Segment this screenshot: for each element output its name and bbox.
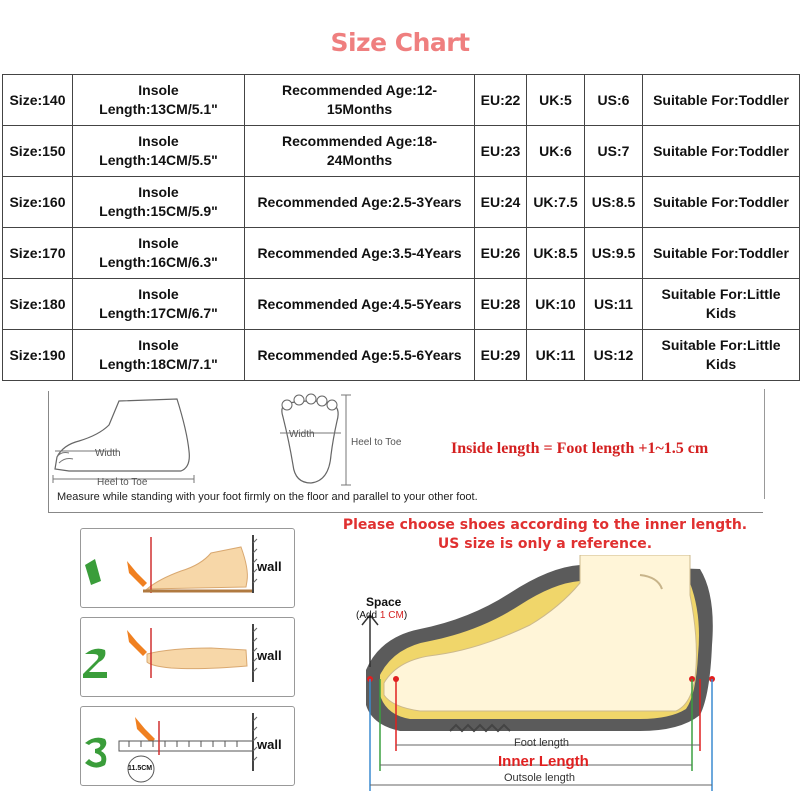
side-foot-icon bbox=[55, 399, 189, 471]
table-cell-eu: EU:22 bbox=[475, 75, 527, 126]
space-label: Space bbox=[366, 595, 402, 609]
step-1-box bbox=[80, 528, 295, 608]
table-cell-eu: EU:29 bbox=[475, 330, 527, 381]
table-cell-size: Size:190 bbox=[3, 330, 73, 381]
table-cell-us: US:12 bbox=[585, 330, 643, 381]
step-1-wall-label: wall bbox=[257, 559, 282, 574]
table-cell-uk: UK:8.5 bbox=[527, 228, 585, 279]
table-cell-uk: UK:10 bbox=[527, 279, 585, 330]
table-cell-us: US:9.5 bbox=[585, 228, 643, 279]
table-cell-suitable: Suitable For:Little Kids bbox=[643, 330, 800, 381]
top-heel-to-toe-label: Heel to Toe bbox=[351, 437, 402, 448]
table-cell-age: Recommended Age:4.5-5Years bbox=[245, 279, 475, 330]
table-cell-uk: UK:6 bbox=[527, 126, 585, 177]
table-cell-suitable: Suitable For:Toddler bbox=[643, 177, 800, 228]
table-cell-insole: Insole Length:15CM/5.9" bbox=[73, 177, 245, 228]
table-cell-insole: Insole Length:17CM/6.7" bbox=[73, 279, 245, 330]
size-chart-table bbox=[2, 74, 800, 381]
table-cell-eu: EU:26 bbox=[475, 228, 527, 279]
measure-caption: Measure while standing with your foot firmly on the floor and parallel to your other foot. bbox=[57, 491, 478, 503]
space-add-note: (Add 1 CM) bbox=[356, 610, 408, 621]
table-cell-us: US:11 bbox=[585, 279, 643, 330]
table-cell-insole: Insole Length:13CM/5.1" bbox=[73, 75, 245, 126]
foot-length-label: Foot length bbox=[514, 737, 570, 749]
step-2-box bbox=[80, 617, 295, 697]
table-cell-uk: UK:5 bbox=[527, 75, 585, 126]
table-cell-suitable: Suitable For:Toddler bbox=[643, 75, 800, 126]
outsole-length-label: Outsole length bbox=[504, 772, 575, 784]
table-cell-us: US:7 bbox=[585, 126, 643, 177]
table-cell-us: US:6 bbox=[585, 75, 643, 126]
table-row bbox=[3, 177, 800, 228]
table-cell-suitable: Suitable For:Toddler bbox=[643, 228, 800, 279]
table-cell-size: Size:150 bbox=[3, 126, 73, 177]
table-row bbox=[3, 75, 800, 126]
step-2-wall-label: wall bbox=[257, 648, 282, 663]
page-title: Size Chart bbox=[330, 28, 470, 57]
table-cell-eu: EU:23 bbox=[475, 126, 527, 177]
table-cell-age: Recommended Age:18- 24Months bbox=[245, 126, 475, 177]
table-cell-eu: EU:24 bbox=[475, 177, 527, 228]
side-heel-to-toe-label: Heel to Toe bbox=[97, 477, 148, 488]
table-cell-age: Recommended Age:2.5-3Years bbox=[245, 177, 475, 228]
table-cell-us: US:8.5 bbox=[585, 177, 643, 228]
side-width-label: Width bbox=[95, 448, 121, 459]
table-cell-age: Recommended Age:5.5-6Years bbox=[245, 330, 475, 381]
table-row bbox=[3, 126, 800, 177]
top-width-label: Width bbox=[289, 429, 315, 440]
table-cell-size: Size:170 bbox=[3, 228, 73, 279]
instruction-line-1: Please choose shoes according to the inner length. bbox=[342, 517, 748, 533]
table-cell-size: Size:180 bbox=[3, 279, 73, 330]
step-3-measure-label: 11.5CM bbox=[128, 765, 153, 772]
table-row bbox=[3, 228, 800, 279]
table-cell-uk: UK:7.5 bbox=[527, 177, 585, 228]
table-cell-insole: Insole Length:18CM/7.1" bbox=[73, 330, 245, 381]
table-cell-eu: EU:28 bbox=[475, 279, 527, 330]
table-row bbox=[3, 330, 800, 381]
table-row bbox=[3, 279, 800, 330]
table-cell-age: Recommended Age:12- 15Months bbox=[245, 75, 475, 126]
inner-length-label: Inner Length bbox=[498, 753, 589, 770]
table-cell-size: Size:140 bbox=[3, 75, 73, 126]
table-cell-uk: UK:11 bbox=[527, 330, 585, 381]
inside-length-formula: Inside length = Foot length +1~1.5 cm bbox=[451, 440, 709, 457]
table-cell-suitable: Suitable For:Little Kids bbox=[643, 279, 800, 330]
step-3-box bbox=[80, 706, 295, 786]
table-cell-insole: Insole Length:16CM/6.3" bbox=[73, 228, 245, 279]
foot-measure-illustration bbox=[49, 391, 509, 491]
table-cell-suitable: Suitable For:Toddler bbox=[643, 126, 800, 177]
table-cell-age: Recommended Age:3.5-4Years bbox=[245, 228, 475, 279]
foot-measure-panel bbox=[48, 391, 763, 513]
instruction-line-2: US size is only a reference. bbox=[437, 536, 653, 552]
step-3-wall-label: wall bbox=[257, 737, 282, 752]
table-cell-size: Size:160 bbox=[3, 177, 73, 228]
table-cell-insole: Insole Length:14CM/5.5" bbox=[73, 126, 245, 177]
